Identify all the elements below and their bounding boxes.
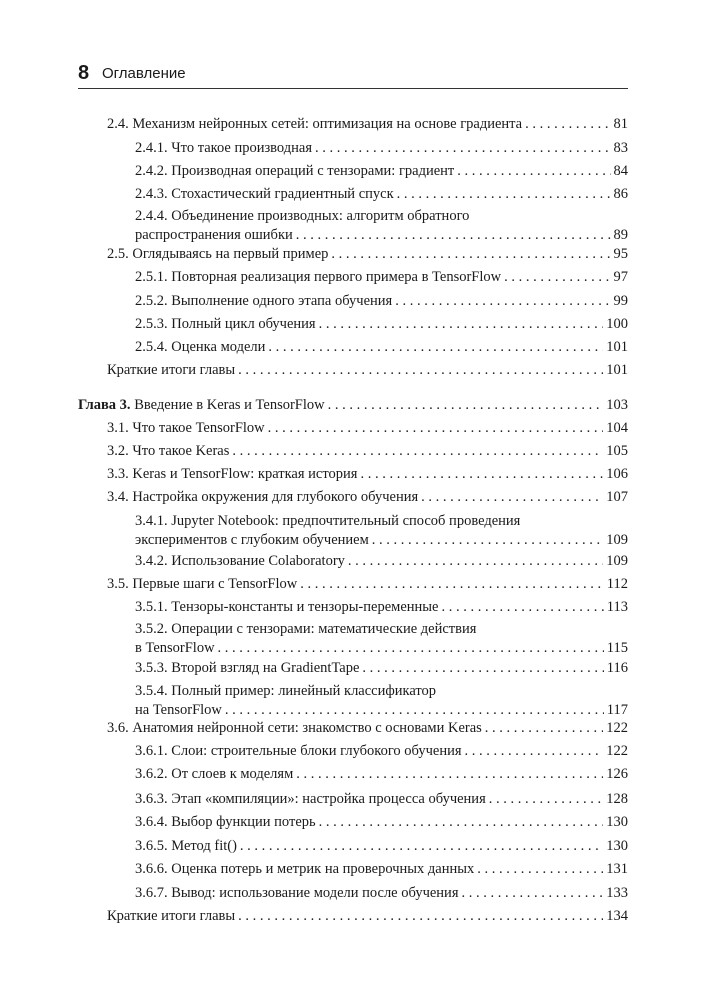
toc-page-number: 105 [606,443,628,459]
toc-page-number: 106 [606,466,628,482]
dot-leader [457,162,610,181]
toc-entry-title-text: 3.6.4. Выбор функции потерь [135,814,316,830]
toc-entry-title-text: в TensorFlow [135,640,215,656]
toc-page-number: 84 [613,163,628,179]
running-header [78,62,628,89]
toc-subsection-entry [135,162,628,181]
toc-page-number: 133 [606,885,628,901]
toc-page-number: 130 [606,838,628,854]
toc-entry-title-text: 3.3. Keras и TensorFlow: краткая история [107,466,358,482]
toc-page-number: 122 [606,720,628,736]
page-number: 8 [78,62,90,84]
toc-subsection-entry [135,790,628,809]
toc-subsection-entry [135,813,628,832]
toc-page-number: 131 [606,861,628,877]
toc-page-number: 100 [606,316,628,332]
toc-entry-title [135,531,369,550]
toc-entry-title [107,419,265,438]
toc-entry-title-text: 2.4.3. Стохастический градиентный спуск [135,186,394,202]
toc-entry-title [107,245,328,264]
toc-subsection-entry [135,620,628,658]
toc-entry-title [107,115,522,134]
toc-subsection-entry [135,682,628,720]
toc-subsection-entry [135,860,628,879]
dot-leader [238,907,603,926]
toc-section-entry [107,419,628,438]
dot-leader [395,292,610,311]
toc-subsection-entry [135,512,628,550]
toc-entry-title [135,701,222,720]
toc-page-number: 126 [606,766,628,782]
toc-subsection-entry [135,207,628,245]
toc-entry-title-line: 2.4.4. Объединение производных: алгоритм обратного [135,208,470,224]
toc-subsection-entry [135,185,628,204]
dot-leader [218,639,604,658]
dot-leader [296,765,603,784]
toc-subsection-entry [135,765,628,784]
dot-leader [362,659,603,678]
toc-section-entry [107,361,628,380]
dot-leader [319,315,604,334]
toc-page-number: 99 [613,293,628,309]
toc-entry-title [135,659,359,678]
toc-entry-title-text: на TensorFlow [135,702,222,718]
toc-page-number: 95 [613,246,628,262]
toc-entry-title [135,598,438,617]
toc-entry-title [107,488,418,507]
toc-entry-title [135,185,394,204]
toc-subsection-entry [135,338,628,357]
dot-leader [268,419,604,438]
toc-entry-title [135,292,392,311]
dot-leader [296,226,611,245]
toc-subsection-entry [135,884,628,903]
toc-page-number: 89 [613,227,628,243]
toc-entry-title-line: 3.5.4. Полный пример: линейный классификатор [135,683,437,699]
dot-leader [421,488,603,507]
toc-subsection-entry [135,315,628,334]
toc-entry-title-text: распространения ошибки [135,227,293,243]
toc-subsection-entry [135,268,628,287]
toc-page-number: 86 [613,186,628,202]
toc-subsection-entry [135,659,628,678]
toc-subsection-entry [135,598,628,617]
toc-page-number: 130 [606,814,628,830]
toc-entry-title-text: 2.5.2. Выполнение одного этапа обучения [135,293,393,309]
toc-entry-title-text: 3.6.7. Вывод: использование модели после обучения [135,885,459,901]
toc-page-number: 109 [606,532,628,548]
toc-entry-title [135,813,316,832]
dot-leader [328,396,604,415]
toc-entry-title [135,338,265,357]
toc-entry-title [135,765,293,784]
toc-section-entry [107,488,628,507]
toc-page-number: 117 [606,702,628,718]
dot-leader [462,884,604,903]
toc-entry-title [107,575,297,594]
toc-page-number: 116 [606,660,628,676]
toc-entry-title-text: 2.4.2. Производная операций с тензорами: градиент [135,163,455,179]
toc-entry-title-text: 2.5.3. Полный цикл обучения [135,316,316,332]
toc-entry-title-text: 3.6.1. Слои: строительные блоки глубокого обучения [135,743,462,759]
toc-entry-title-text: Краткие итоги главы [107,908,236,924]
toc-subsection-entry [135,837,628,856]
toc-page-number: 115 [606,640,628,656]
toc-entry-title [107,361,235,380]
toc-entry-title-text: 2.5.1. Повторная реализация первого примера в TensorFlow [135,269,502,285]
toc-entry-title [135,552,345,571]
toc-entry-title-text: 3.5. Первые шаги с TensorFlow [107,576,298,592]
dot-leader [372,531,603,550]
dot-leader [348,552,603,571]
toc-page-number: 97 [613,269,628,285]
toc-entry-title-text: 3.4.2. Использование Colaboratory [135,553,345,569]
dot-leader [315,139,610,158]
chapter-label: Глава 3. [78,397,131,413]
toc-page-number: 134 [606,908,628,924]
dot-leader [268,338,603,357]
toc-page-number: 112 [606,576,628,592]
toc-entry-title [135,742,462,761]
toc-entry-title-text: 3.1. Что такое TensorFlow [107,420,265,436]
dot-leader [319,813,604,832]
toc-entry-title [78,396,325,415]
toc-entry-title [107,719,482,738]
toc-entry-title-text: 2.5. Оглядываясь на первый пример [107,246,329,262]
dot-leader [489,790,604,809]
toc-entry-title [135,639,215,658]
toc-page-number: 107 [606,489,628,505]
toc-entry-title [135,162,454,181]
toc-subsection-entry [135,292,628,311]
dot-leader [232,442,603,461]
toc-page-number: 113 [606,599,628,615]
toc-entry-title-text: 2.4. Механизм нейронных сетей: оптимизация на основе градиента [107,116,523,132]
toc-section-entry [107,719,628,738]
dot-leader [238,361,603,380]
dot-leader [465,742,604,761]
toc-entry-title-text: 3.6.2. От слоев к моделям [135,766,294,782]
toc-entry-title [135,139,312,158]
toc-entry-title-line: 3.4.1. Jupyter Notebook: предпочтительный способ проведения [135,513,521,529]
toc-entry-title-text: 3.2. Что такое Keras [107,443,230,459]
toc-entry-title-text: 3.4. Настройка окружения для глубокого обучения [107,489,419,505]
toc-page-number: 104 [606,420,628,436]
dot-leader [397,185,611,204]
toc-section-entry [107,115,628,134]
dot-leader [331,245,610,264]
toc-section-entry [107,907,628,926]
toc-entry-title [135,315,316,334]
dot-leader [360,465,603,484]
toc-entry-title-text: 3.6.5. Метод fit() [135,838,237,854]
toc-entry-title-text: Краткие итоги главы [107,362,236,378]
toc-chapter-entry [78,396,628,415]
dot-leader [525,115,610,134]
toc-entry-title-text: 3.6.3. Этап «компиляции»: настройка процесса обучения [135,791,486,807]
toc-entry-title [135,837,237,856]
toc-section-entry [107,465,628,484]
toc-entry-title-text: Введение в Keras и TensorFlow [134,397,325,413]
toc-entry-title-text: экспериментов с глубоким обучением [135,532,369,548]
toc-entry-title-text: 2.4.1. Что такое производная [135,140,313,156]
toc-entry-title [107,442,229,461]
toc-entry-title [135,226,293,245]
toc-entry-title-text: 3.5.1. Тензоры-константы и тензоры-переменные [135,599,439,615]
toc-entry-title [135,268,501,287]
toc-page-number: 103 [606,397,628,413]
dot-leader [504,268,610,287]
toc-subsection-entry [135,742,628,761]
toc-subsection-entry [135,552,628,571]
dot-leader [485,719,603,738]
toc-entry-title-text: 3.5.3. Второй взгляд на GradientTape [135,660,360,676]
toc-section-entry [107,442,628,461]
toc-page-number: 109 [606,553,628,569]
toc-entry-title [107,465,357,484]
toc-entry-title [135,884,459,903]
toc-section-entry [107,245,628,264]
toc-page-number: 83 [613,140,628,156]
toc-page-number: 128 [606,791,628,807]
toc-section-entry [107,575,628,594]
toc-page-number: 101 [606,339,628,355]
toc-page-number: 81 [613,116,628,132]
toc-page-number: 122 [606,743,628,759]
toc-entry-title [135,790,486,809]
dot-leader [225,701,604,720]
dot-leader [240,837,603,856]
dot-leader [477,860,603,879]
dot-leader [441,598,603,617]
toc-entry-title-text: 3.6. Анатомия нейронной сети: знакомство с основами Keras [107,720,482,736]
dot-leader [300,575,604,594]
toc-entry-title-text: 2.5.4. Оценка модели [135,339,266,355]
running-header-title: Оглавление [102,65,186,82]
toc-entry-title [135,860,474,879]
toc-entry-title-text: 3.6.6. Оценка потерь и метрик на проверочных данных [135,861,475,877]
toc-subsection-entry [135,139,628,158]
toc-entry-title-line: 3.5.2. Операции с тензорами: математические действия [135,621,477,637]
toc-entry-title [107,907,235,926]
toc-page-number: 101 [606,362,628,378]
